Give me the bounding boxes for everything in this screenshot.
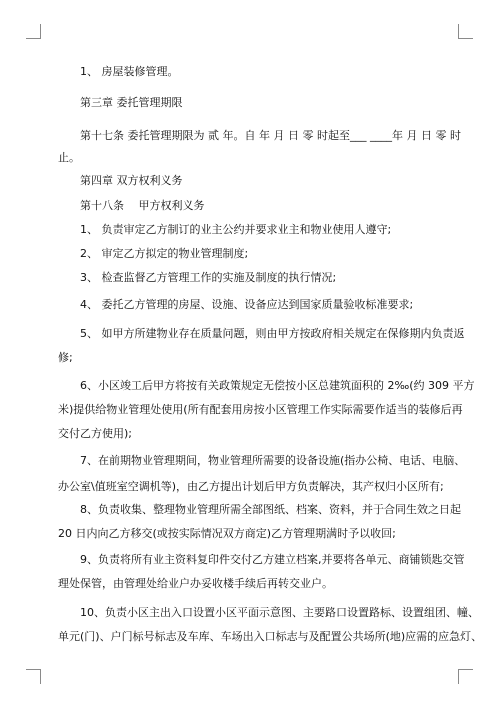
text-line: 20 日内向乙方移交(或按实际情况双方商定)乙方管理期满时予以收回; [58,527,396,540]
chapter-3-heading [58,95,446,110]
clause-8 [58,498,461,546]
text-line: 第十八条 甲方权利义务 [58,199,205,212]
text-line: 1、 负责审定乙方制订的业主公约并要求业主和物业使用人遵守; [58,223,392,236]
text-line: 单元(门)、户门标号标志及车库、车场出入口标志与及配置公共场所(地)应需的应急灯、 [58,630,483,643]
clause-2 [58,246,446,261]
text-line: 4、 委托乙方管理的房屋、设施、设备应达到国家质量验收标准要求; [58,298,414,311]
text-line: 交付乙方使用); [58,427,132,440]
clause-6 [58,374,475,446]
item-renovation-management [58,64,446,79]
crop-mark-top-right [458,24,473,39]
crop-mark-bottom-left [26,669,41,684]
text-line: 9、负责将所有业主资料复印件交付乙方建立档案,并要将各单元、商铺锁匙交管 [58,553,465,566]
text-line: 第十七条 委托管理期限为 贰 年。自 年 月 日 零 时起至___ ____年 月 日 零 时 [58,129,461,142]
text-line: 米)提供给物业管理处使用(所有配套用房按小区管理工作实际需要作适当的装修后再 [58,403,463,416]
clause-1 [58,222,446,237]
text-line: 止。 [58,151,80,164]
text-line: 10、负责小区主出入口设置小区平面示意图、主要路口设置路标、设置组团、幢、 [58,606,479,619]
clause-4 [58,297,446,312]
text-line: 2、 审定乙方拟定的物业管理制度; [58,247,249,260]
text-line: 5、 如甲方所建物业存在质量问题，则由甲方按政府相关规定在保修期内负责返 [58,327,465,340]
text-line: 6、小区竣工后甲方将按有关政策规定无偿按小区总建筑面积的 2‰(约 309 平方 [58,379,475,392]
text-line: 1、 房屋装修管理。 [58,65,179,78]
crop-mark-bottom-right [458,669,473,684]
clause-10 [58,601,483,649]
text-line: 理处保管，由管理处给业户办妥收楼手续后再转交业户。 [58,577,333,590]
text-line: 3、 检查监督乙方管理工作的实施及制度的执行情况; [58,271,337,284]
text-line: 8、负责收集、整理物业管理所需全部图纸、档案、资料，并于合同生效之日起 [58,503,461,516]
article-17 [58,127,461,166]
clause-9 [58,548,465,596]
article-18-heading [58,198,446,213]
crop-mark-top-left [26,24,41,39]
chapter-4-heading [58,173,446,188]
text-line: 第三章 委托管理期限 [58,96,183,109]
clause-3 [58,270,446,285]
text-line: 修; [58,351,73,364]
text-line: 第四章 双方权利义务 [58,174,183,187]
clause-7 [58,448,466,500]
text-line: 7、在前期物业管理期间，物业管理所需要的设备设施(指办公椅、电话、电脑、 [58,454,466,467]
text-line: 办公室\值班室空调机等)，由乙方提出计划后甲方负责解决，其产权归小区所有; [58,480,444,493]
clause-5 [58,322,465,370]
